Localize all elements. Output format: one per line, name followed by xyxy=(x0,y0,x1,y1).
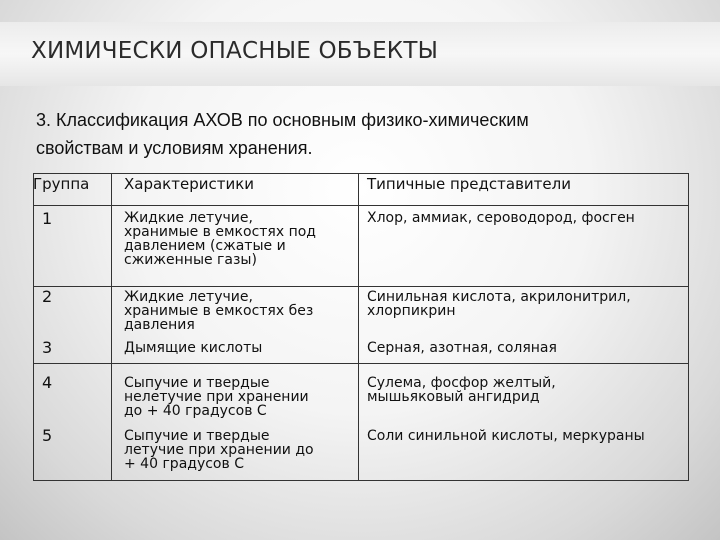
text-line: летучие при хранении до xyxy=(124,442,314,458)
text-line: хранимые в емкостях под xyxy=(124,224,316,240)
row-1-characteristics xyxy=(124,211,316,267)
header-representatives: Типичные представители xyxy=(367,175,571,193)
row-3-representatives xyxy=(367,341,557,355)
row-2-group: 2 xyxy=(42,287,53,306)
row-4-characteristics xyxy=(124,376,309,418)
row-1-representatives xyxy=(367,211,635,225)
text-line: Сулема, фосфор желтый, xyxy=(367,375,556,391)
slide-title: ХИМИЧЕСКИ ОПАСНЫЕ ОБЪЕКТЫ xyxy=(31,38,439,64)
row-2-characteristics xyxy=(124,290,313,332)
slide-subtitle xyxy=(36,106,696,162)
text-line: Хлор, аммиак, сероводород, фосген xyxy=(367,210,635,226)
text-line: до + 40 градусов С xyxy=(124,403,267,419)
text-line: мышьяковый ангидрид xyxy=(367,389,540,405)
row-5-group: 5 xyxy=(42,426,53,445)
header-characteristics: Характеристики xyxy=(124,175,255,193)
text-line: давлением (сжатые и xyxy=(124,238,286,254)
text-line: Сыпучие и твердые xyxy=(124,428,270,444)
text-line: Синильная кислота, акрилонитрил, xyxy=(367,289,631,305)
row-3-group: 3 xyxy=(42,338,53,357)
classification-table xyxy=(33,173,689,481)
text-line: Сыпучие и твердые xyxy=(124,375,270,391)
text-line: Жидкие летучие, xyxy=(124,289,253,305)
row-4-representatives xyxy=(367,376,556,404)
row-1-group: 1 xyxy=(42,209,53,228)
text-line: Серная, азотная, соляная xyxy=(367,340,557,356)
header-group: Группа xyxy=(33,175,90,193)
text-line: Жидкие летучие, xyxy=(124,210,253,226)
text-line: + 40 градусов С xyxy=(124,456,244,472)
row-4-group: 4 xyxy=(42,373,53,392)
subtitle-line-2: свойствам и условиям хранения. xyxy=(36,138,313,158)
subtitle-line-1: 3. Классификация АХОВ по основным физико-химическим xyxy=(36,110,529,130)
row-5-representatives xyxy=(367,429,645,443)
text-line: Дымящие кислоты xyxy=(124,340,263,356)
row-3-characteristics xyxy=(124,341,262,355)
text-line: хранимые в емкостях без xyxy=(124,303,314,319)
text-line: хлорпикрин xyxy=(367,303,456,319)
row-2-representatives xyxy=(367,290,631,318)
text-line: Соли синильной кислоты, меркураны xyxy=(367,428,645,444)
text-line: сжиженные газы) xyxy=(124,252,257,268)
text-line: нелетучие при хранении xyxy=(124,389,309,405)
text-line: давления xyxy=(124,317,195,333)
row-5-characteristics xyxy=(124,429,314,471)
